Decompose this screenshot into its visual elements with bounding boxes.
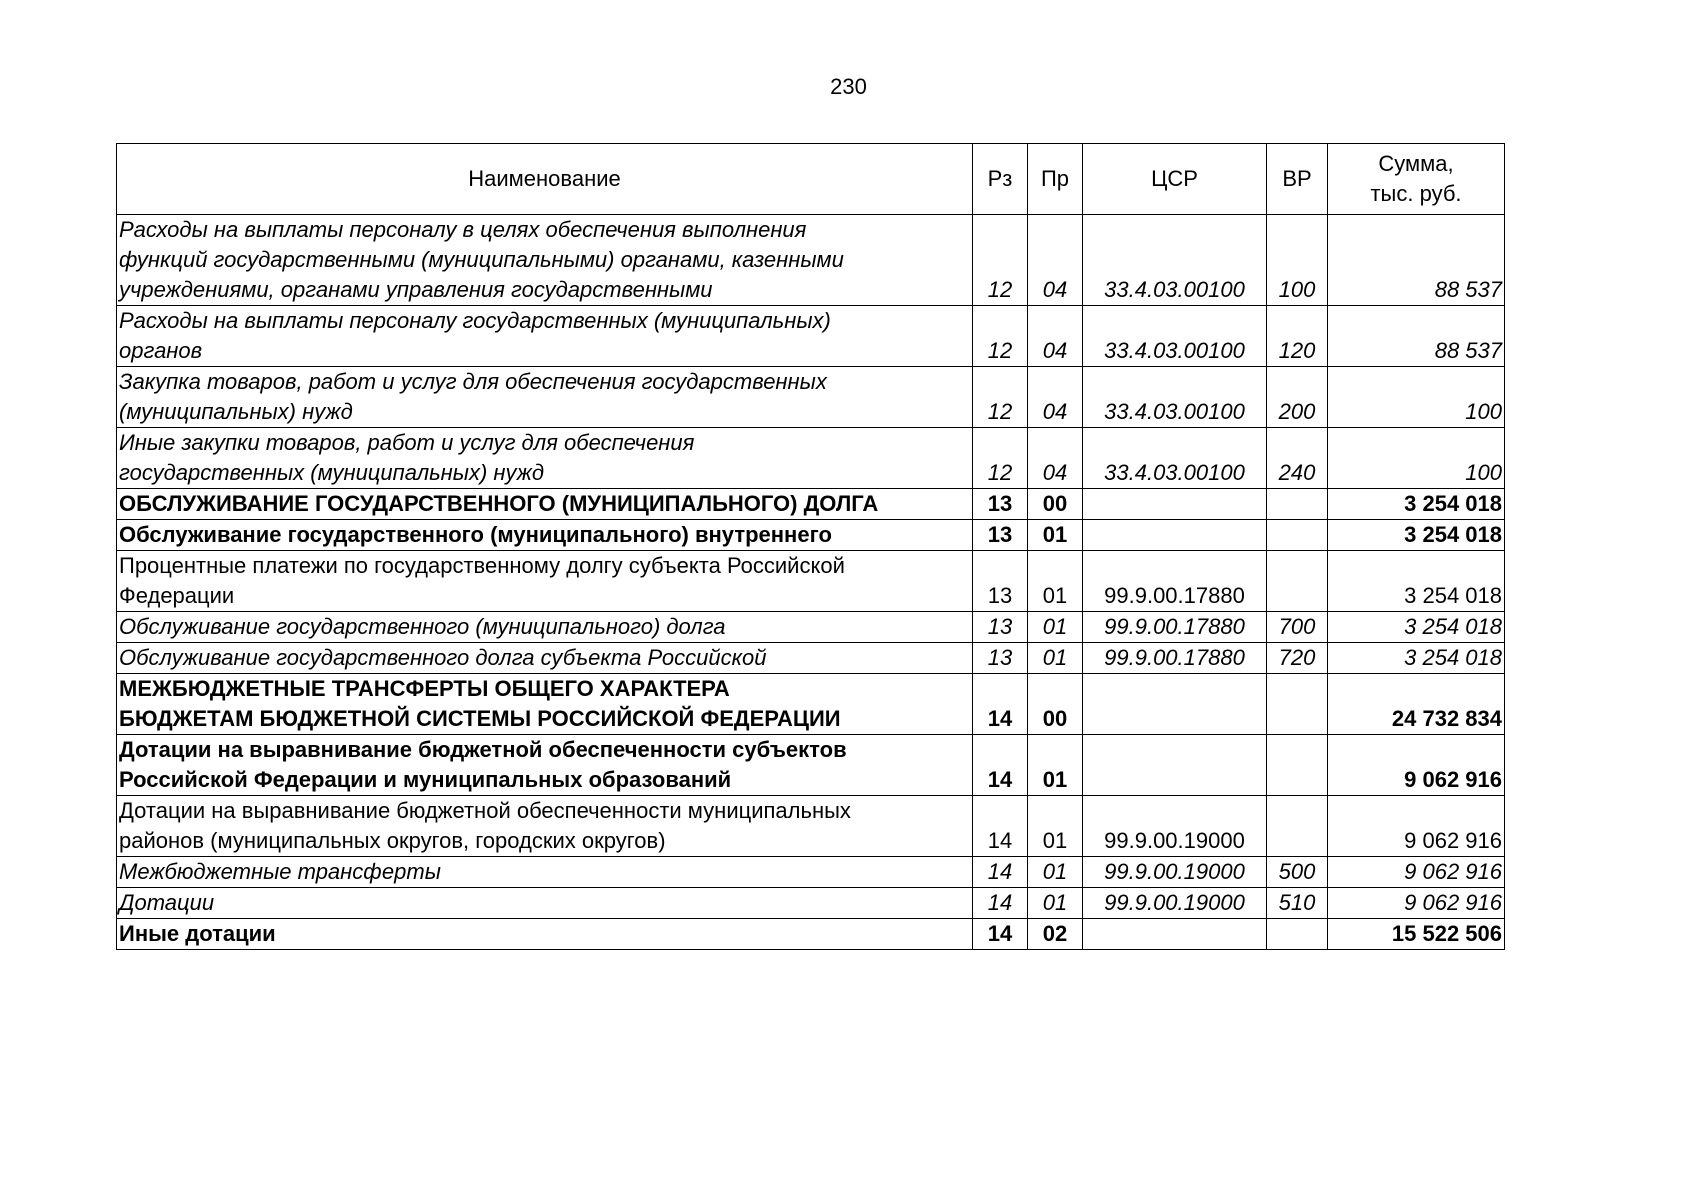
row-name <box>117 215 973 306</box>
row-sum: 3 254 018 <box>1328 551 1505 612</box>
row-rz: 12 <box>973 306 1028 367</box>
row-rz: 14 <box>973 796 1028 857</box>
row-pr: 00 <box>1028 674 1083 735</box>
row-name-line: функций государственными (муниципальными) органами, казенными <box>119 247 844 272</box>
row-sum: 3 254 018 <box>1328 643 1505 674</box>
row-name-line: МЕЖБЮДЖЕТНЫЕ ТРАНСФЕРТЫ ОБЩЕГО ХАРАКТЕРА <box>119 676 730 701</box>
row-vr <box>1267 520 1328 551</box>
row-name-line: Межбюджетные трансферты <box>119 859 441 884</box>
row-pr: 01 <box>1028 888 1083 919</box>
row-vr <box>1267 551 1328 612</box>
row-name <box>117 367 973 428</box>
row-pr: 02 <box>1028 919 1083 950</box>
row-name-line: Дотации <box>119 890 215 915</box>
page-number: 230 <box>830 74 867 99</box>
table-row <box>117 674 1505 735</box>
row-pr: 04 <box>1028 428 1083 489</box>
row-name <box>117 520 973 551</box>
row-vr: 100 <box>1267 215 1328 306</box>
row-csr <box>1083 735 1267 796</box>
table-row <box>117 306 1505 367</box>
row-name-line: Дотации на выравнивание бюджетной обеспеченности муниципальных <box>119 798 851 823</box>
row-name <box>117 857 973 888</box>
row-vr: 500 <box>1267 857 1328 888</box>
header-csr: ЦСР <box>1083 144 1267 215</box>
row-rz: 13 <box>973 551 1028 612</box>
table-body <box>117 215 1505 950</box>
row-name-line: Российской Федерации и муниципальных образований <box>119 767 732 792</box>
row-name <box>117 643 973 674</box>
row-name <box>117 306 973 367</box>
table-row <box>117 857 1505 888</box>
table-row <box>117 919 1505 950</box>
row-name <box>117 888 973 919</box>
row-rz: 13 <box>973 520 1028 551</box>
row-name-line: ОБСЛУЖИВАНИЕ ГОСУДАРСТВЕННОГО (МУНИЦИПАЛЬНОГО) ДОЛГА <box>119 491 879 516</box>
row-name-line: Обслуживание государственного (муниципального) долга <box>119 614 726 639</box>
row-name-line: Иные дотации <box>119 921 276 946</box>
row-name <box>117 919 973 950</box>
row-rz: 13 <box>973 489 1028 520</box>
row-vr <box>1267 674 1328 735</box>
row-pr: 04 <box>1028 306 1083 367</box>
row-vr <box>1267 919 1328 950</box>
row-csr: 99.9.00.17880 <box>1083 643 1267 674</box>
row-csr: 99.9.00.17880 <box>1083 551 1267 612</box>
table-row <box>117 428 1505 489</box>
row-rz: 14 <box>973 735 1028 796</box>
row-vr: 720 <box>1267 643 1328 674</box>
header-name: Наименование <box>117 144 973 215</box>
row-vr: 700 <box>1267 612 1328 643</box>
row-pr: 04 <box>1028 215 1083 306</box>
header-vr: ВР <box>1267 144 1328 215</box>
row-name-line: Закупка товаров, работ и услуг для обеспечения государственных <box>119 369 827 394</box>
row-vr <box>1267 489 1328 520</box>
table-row <box>117 489 1505 520</box>
row-pr: 01 <box>1028 612 1083 643</box>
row-csr <box>1083 674 1267 735</box>
table-row <box>117 520 1505 551</box>
row-rz: 12 <box>973 428 1028 489</box>
row-csr <box>1083 919 1267 950</box>
row-rz: 14 <box>973 888 1028 919</box>
row-vr: 510 <box>1267 888 1328 919</box>
row-sum: 100 <box>1328 428 1505 489</box>
row-name-line: Иные закупки товаров, работ и услуг для обеспечения <box>119 430 695 455</box>
row-rz: 14 <box>973 919 1028 950</box>
row-name-line: БЮДЖЕТАМ БЮДЖЕТНОЙ СИСТЕМЫ РОССИЙСКОЙ ФЕДЕРАЦИИ <box>119 706 841 731</box>
row-sum: 9 062 916 <box>1328 888 1505 919</box>
row-pr: 01 <box>1028 735 1083 796</box>
row-name-line: районов (муниципальных округов, городских округов) <box>119 828 666 853</box>
header-pr: Пр <box>1028 144 1083 215</box>
row-csr: 33.4.03.00100 <box>1083 306 1267 367</box>
row-sum: 3 254 018 <box>1328 520 1505 551</box>
table-row <box>117 796 1505 857</box>
row-sum: 100 <box>1328 367 1505 428</box>
row-sum: 9 062 916 <box>1328 796 1505 857</box>
header-sum-line2: тыс. руб. <box>1370 181 1462 206</box>
row-pr: 01 <box>1028 643 1083 674</box>
row-name <box>117 674 973 735</box>
row-sum: 3 254 018 <box>1328 612 1505 643</box>
row-sum: 88 537 <box>1328 215 1505 306</box>
row-csr: 99.9.00.19000 <box>1083 857 1267 888</box>
row-sum: 88 537 <box>1328 306 1505 367</box>
row-csr: 33.4.03.00100 <box>1083 367 1267 428</box>
row-name-line: Расходы на выплаты персоналу в целях обеспечения выполнения <box>119 217 807 242</box>
row-name <box>117 428 973 489</box>
row-name <box>117 796 973 857</box>
header-sum <box>1328 144 1505 215</box>
row-pr: 01 <box>1028 796 1083 857</box>
row-name <box>117 612 973 643</box>
row-sum: 9 062 916 <box>1328 857 1505 888</box>
row-csr: 99.9.00.17880 <box>1083 612 1267 643</box>
row-name <box>117 489 973 520</box>
row-name-line: государственных (муниципальных) нужд <box>119 460 545 485</box>
header-sum-line1: Сумма, <box>1378 151 1454 176</box>
row-vr <box>1267 735 1328 796</box>
row-csr: 99.9.00.19000 <box>1083 796 1267 857</box>
table-row <box>117 612 1505 643</box>
header-rz: Рз <box>973 144 1028 215</box>
row-name-line: (муниципальных) нужд <box>119 399 353 424</box>
row-name-line: учреждениями, органами управления государственными <box>119 277 713 302</box>
row-pr: 01 <box>1028 551 1083 612</box>
row-rz: 12 <box>973 215 1028 306</box>
row-csr: 33.4.03.00100 <box>1083 428 1267 489</box>
table-row <box>117 735 1505 796</box>
row-sum: 24 732 834 <box>1328 674 1505 735</box>
row-name-line: органов <box>119 338 203 363</box>
row-name-line: Расходы на выплаты персоналу государственных (муниципальных) <box>119 308 831 333</box>
table-row <box>117 643 1505 674</box>
budget-table <box>116 143 1505 950</box>
row-rz: 14 <box>973 857 1028 888</box>
table-row <box>117 888 1505 919</box>
row-name-line: Процентные платежи по государственному долгу субъекта Российской <box>119 553 845 578</box>
row-name-line: Дотации на выравнивание бюджетной обеспеченности субъектов <box>119 737 847 762</box>
table-row <box>117 215 1505 306</box>
row-pr: 04 <box>1028 367 1083 428</box>
row-sum: 3 254 018 <box>1328 489 1505 520</box>
row-vr: 200 <box>1267 367 1328 428</box>
row-pr: 01 <box>1028 857 1083 888</box>
row-rz: 13 <box>973 643 1028 674</box>
table-header-row <box>117 144 1505 215</box>
row-vr <box>1267 796 1328 857</box>
row-name-line: Обслуживание государственного (муниципального) внутреннего <box>119 522 832 547</box>
row-sum: 15 522 506 <box>1328 919 1505 950</box>
row-name <box>117 551 973 612</box>
row-pr: 01 <box>1028 520 1083 551</box>
table-row <box>117 551 1505 612</box>
row-csr <box>1083 520 1267 551</box>
row-pr: 00 <box>1028 489 1083 520</box>
row-sum: 9 062 916 <box>1328 735 1505 796</box>
row-name <box>117 735 973 796</box>
row-vr: 120 <box>1267 306 1328 367</box>
row-vr: 240 <box>1267 428 1328 489</box>
row-name-line: Обслуживание государственного долга субъекта Российской <box>119 645 767 670</box>
row-csr: 33.4.03.00100 <box>1083 215 1267 306</box>
row-csr: 99.9.00.19000 <box>1083 888 1267 919</box>
row-rz: 13 <box>973 612 1028 643</box>
table-row <box>117 367 1505 428</box>
row-name-line: Федерации <box>119 583 235 608</box>
row-csr <box>1083 489 1267 520</box>
row-rz: 12 <box>973 367 1028 428</box>
row-rz: 14 <box>973 674 1028 735</box>
